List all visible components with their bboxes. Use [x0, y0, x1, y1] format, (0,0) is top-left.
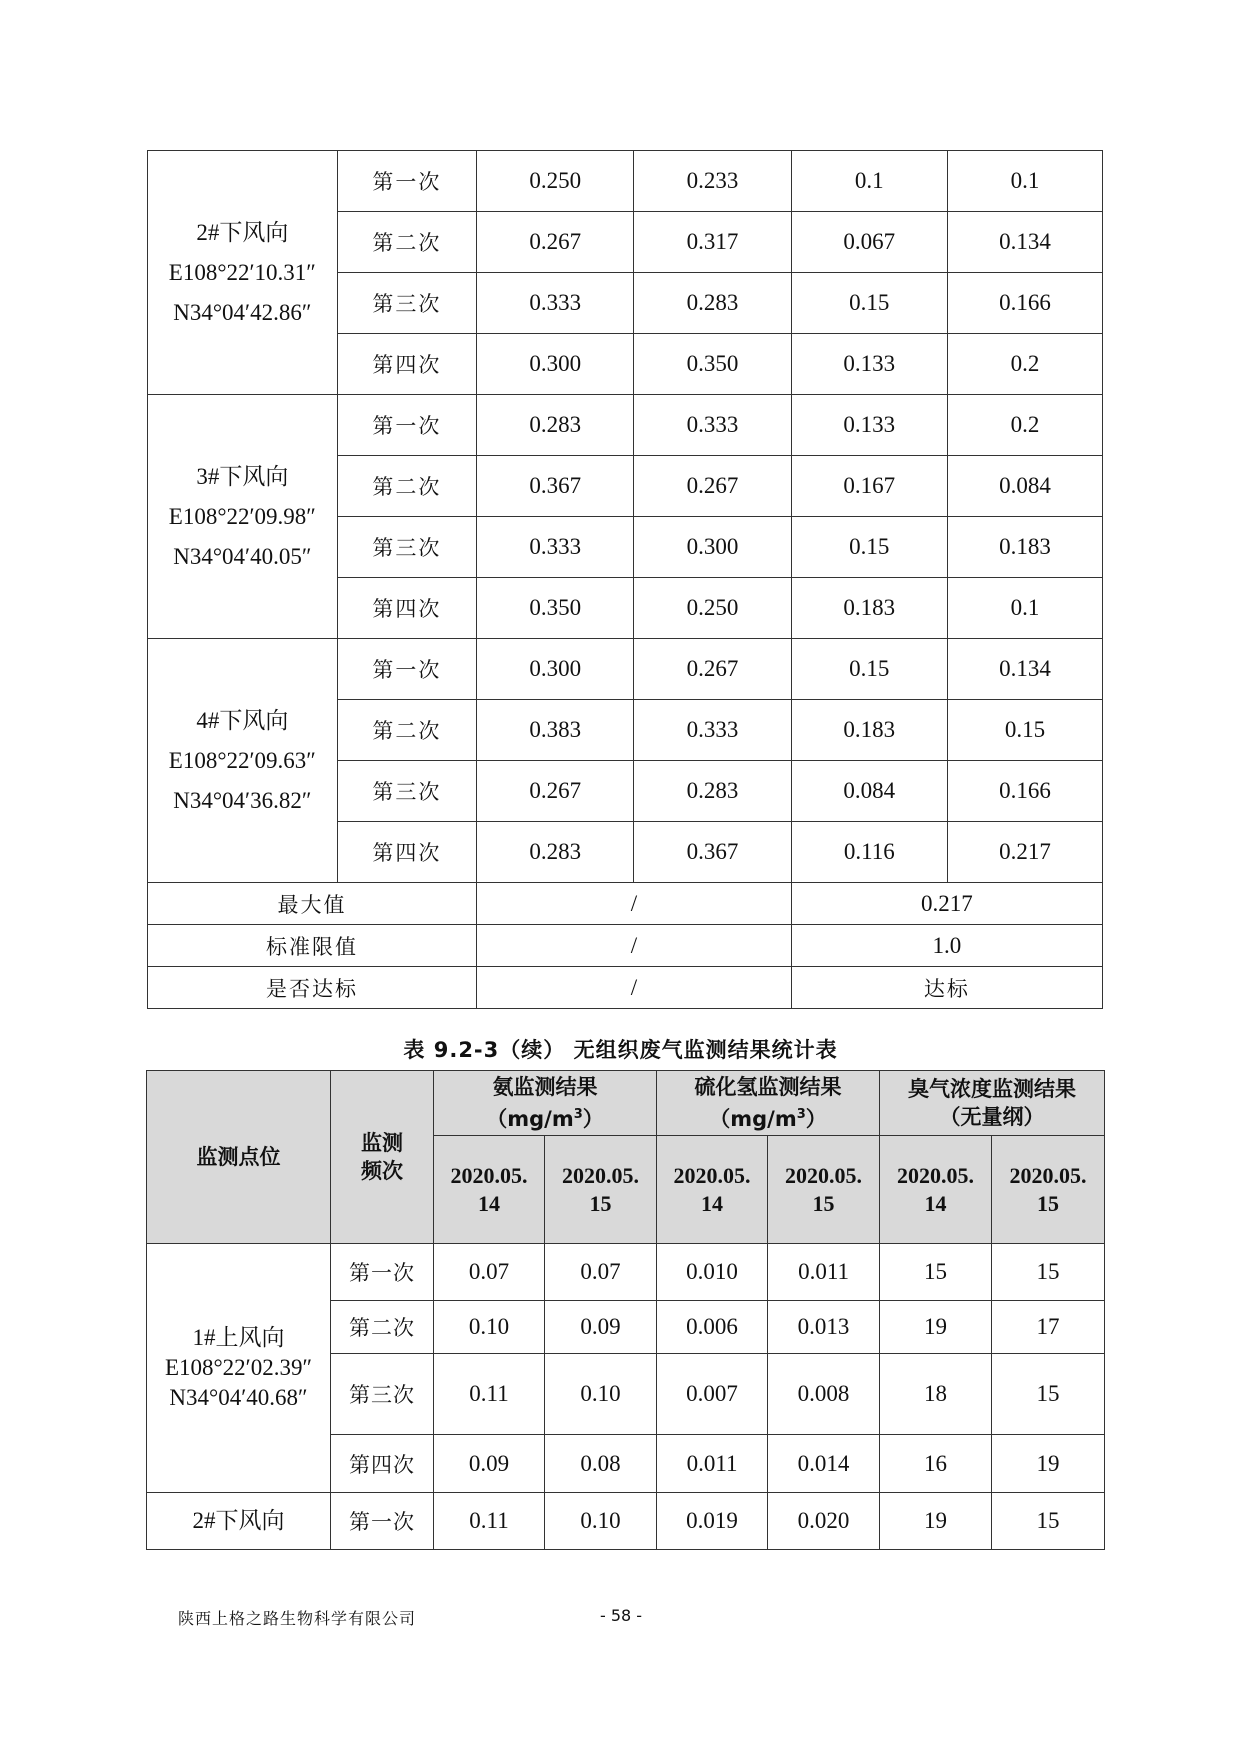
value-cell: 0.014: [768, 1435, 880, 1493]
value-cell: 15: [992, 1354, 1105, 1435]
value-cell: 0.020: [768, 1493, 880, 1550]
value-cell: 0.007: [657, 1354, 768, 1435]
value-cell: 0.006: [657, 1301, 768, 1354]
header-date: 2020.05. 15: [768, 1136, 880, 1244]
value-cell: 0.333: [477, 273, 634, 334]
footer-company-name: 陕西上格之路生物科学有限公司: [178, 1609, 417, 1628]
summary-value: /: [477, 883, 792, 925]
header-hydrogen-sulfide: 硫化氢监测结果 $(mg/m^3)$: [657, 1071, 880, 1136]
value-cell: 0.283: [477, 395, 634, 456]
value-cell: 0.267: [634, 456, 791, 517]
frequency-cell: 第二次: [331, 1301, 434, 1354]
value-cell: 0.367: [477, 456, 634, 517]
summary-value: /: [477, 967, 792, 1009]
value-cell: 0.333: [477, 517, 634, 578]
value-cell: 0.134: [947, 212, 1102, 273]
value-cell: 0.11: [434, 1354, 545, 1435]
value-cell: 0.013: [768, 1301, 880, 1354]
frequency-cell: 第一次: [331, 1493, 434, 1550]
summary-value: 0.217: [791, 883, 1102, 925]
monitoring-location-cell: 4#下风向 E108°22′09.63″ N34°04′36.82″: [148, 639, 338, 883]
value-cell: 0.10: [434, 1301, 545, 1354]
value-cell: 0.10: [545, 1354, 657, 1435]
value-cell: 0.1: [947, 578, 1102, 639]
value-cell: 0.183: [791, 700, 947, 761]
monitoring-table-continued-bottom: [146, 1070, 1105, 1550]
summary-row-max: [148, 883, 1103, 925]
frequency-cell: 第一次: [337, 151, 476, 212]
header-date: 2020.05. 15: [545, 1136, 657, 1244]
value-cell: 0.07: [545, 1244, 657, 1301]
value-cell: 0.283: [477, 822, 634, 883]
value-cell: 15: [880, 1244, 992, 1301]
value-cell: 0.333: [634, 395, 791, 456]
summary-label: 最大值: [148, 883, 477, 925]
table-caption: 表 9.2-3（续） 无组织废气监测结果统计表: [403, 1038, 838, 1062]
frequency-cell: 第四次: [337, 578, 476, 639]
frequency-cell: 第四次: [331, 1435, 434, 1493]
summary-row-limit: [148, 925, 1103, 967]
value-cell: 0.250: [477, 151, 634, 212]
value-cell: 0.350: [477, 578, 634, 639]
value-cell: 0.350: [634, 334, 791, 395]
table-row: [148, 639, 1103, 700]
frequency-cell: 第三次: [337, 273, 476, 334]
header-location: 监测点位: [147, 1071, 331, 1244]
header-row: [147, 1071, 1105, 1136]
header-date: 2020.05. 14: [657, 1136, 768, 1244]
value-cell: 0.019: [657, 1493, 768, 1550]
value-cell: 0.15: [791, 273, 947, 334]
value-cell: 19: [992, 1435, 1105, 1493]
value-cell: 0.1: [947, 151, 1102, 212]
value-cell: 0.300: [477, 334, 634, 395]
value-cell: 0.011: [657, 1435, 768, 1493]
value-cell: 0.15: [791, 639, 947, 700]
value-cell: 0.267: [477, 761, 634, 822]
monitoring-location-cell: 2#下风向: [147, 1493, 331, 1550]
value-cell: 0.133: [791, 395, 947, 456]
value-cell: 0.11: [434, 1493, 545, 1550]
value-cell: 19: [880, 1493, 992, 1550]
table-row: [148, 151, 1103, 212]
value-cell: 0.267: [634, 639, 791, 700]
table-row: [147, 1493, 1105, 1550]
summary-row-compliance: [148, 967, 1103, 1009]
value-cell: 17: [992, 1301, 1105, 1354]
value-cell: 0.2: [947, 334, 1102, 395]
header-date: 2020.05. 14: [434, 1136, 545, 1244]
monitoring-location-cell: 2#下风向 E108°22′10.31″ N34°04′42.86″: [148, 151, 338, 395]
value-cell: 0.011: [768, 1244, 880, 1301]
summary-value: 达标: [791, 967, 1102, 1009]
value-cell: 0.09: [434, 1435, 545, 1493]
value-cell: 0.167: [791, 456, 947, 517]
monitoring-table-continued-top: [147, 150, 1103, 1009]
table-row: [148, 395, 1103, 456]
summary-value: 1.0: [791, 925, 1102, 967]
value-cell: 0.08: [545, 1435, 657, 1493]
value-cell: 0.283: [634, 273, 791, 334]
value-cell: 0.300: [634, 517, 791, 578]
value-cell: 0.010: [657, 1244, 768, 1301]
value-cell: 0.217: [947, 822, 1102, 883]
header-date: 2020.05. 15: [992, 1136, 1105, 1244]
table-row: [147, 1244, 1105, 1301]
monitoring-location-cell: 3#下风向 E108°22′09.98″ N34°04′40.05″: [148, 395, 338, 639]
value-cell: 0.084: [947, 456, 1102, 517]
value-cell: 0.367: [634, 822, 791, 883]
value-cell: 0.166: [947, 273, 1102, 334]
value-cell: 19: [880, 1301, 992, 1354]
value-cell: 0.067: [791, 212, 947, 273]
value-cell: 0.008: [768, 1354, 880, 1435]
value-cell: 0.134: [947, 639, 1102, 700]
value-cell: 0.183: [791, 578, 947, 639]
value-cell: 0.300: [477, 639, 634, 700]
header-frequency: 监测 频次: [331, 1071, 434, 1244]
value-cell: 15: [992, 1244, 1105, 1301]
value-cell: 0.233: [634, 151, 791, 212]
value-cell: 0.133: [791, 334, 947, 395]
value-cell: 0.07: [434, 1244, 545, 1301]
value-cell: 0.1: [791, 151, 947, 212]
value-cell: 0.116: [791, 822, 947, 883]
frequency-cell: 第一次: [337, 639, 476, 700]
summary-label: 是否达标: [148, 967, 477, 1009]
value-cell: 0.09: [545, 1301, 657, 1354]
value-cell: 0.166: [947, 761, 1102, 822]
summary-label: 标准限值: [148, 925, 477, 967]
frequency-cell: 第一次: [331, 1244, 434, 1301]
summary-value: /: [477, 925, 792, 967]
frequency-cell: 第三次: [331, 1354, 434, 1435]
value-cell: 0.283: [634, 761, 791, 822]
monitoring-location-cell: 1#上风向 E108°22′02.39″ N34°04′40.68″: [147, 1244, 331, 1493]
value-cell: 18: [880, 1354, 992, 1435]
value-cell: 0.267: [477, 212, 634, 273]
value-cell: 0.250: [634, 578, 791, 639]
value-cell: 0.317: [634, 212, 791, 273]
value-cell: 0.084: [791, 761, 947, 822]
frequency-cell: 第三次: [337, 517, 476, 578]
value-cell: 0.183: [947, 517, 1102, 578]
header-ammonia: 氨监测结果 $(mg/m^3)$: [434, 1071, 657, 1136]
value-cell: 15: [992, 1493, 1105, 1550]
frequency-cell: 第二次: [337, 456, 476, 517]
value-cell: 0.15: [947, 700, 1102, 761]
value-cell: 0.383: [477, 700, 634, 761]
value-cell: 0.2: [947, 395, 1102, 456]
value-cell: 0.333: [634, 700, 791, 761]
frequency-cell: 第四次: [337, 822, 476, 883]
frequency-cell: 第一次: [337, 395, 476, 456]
value-cell: 0.10: [545, 1493, 657, 1550]
header-date: 2020.05. 14: [880, 1136, 992, 1244]
page-number: - 58 -: [600, 1606, 643, 1625]
frequency-cell: 第二次: [337, 700, 476, 761]
frequency-cell: 第三次: [337, 761, 476, 822]
frequency-cell: 第四次: [337, 334, 476, 395]
frequency-cell: 第二次: [337, 212, 476, 273]
value-cell: 16: [880, 1435, 992, 1493]
value-cell: 0.15: [791, 517, 947, 578]
header-odor-concentration: 臭气浓度监测结果 （无量纲）: [880, 1071, 1105, 1136]
